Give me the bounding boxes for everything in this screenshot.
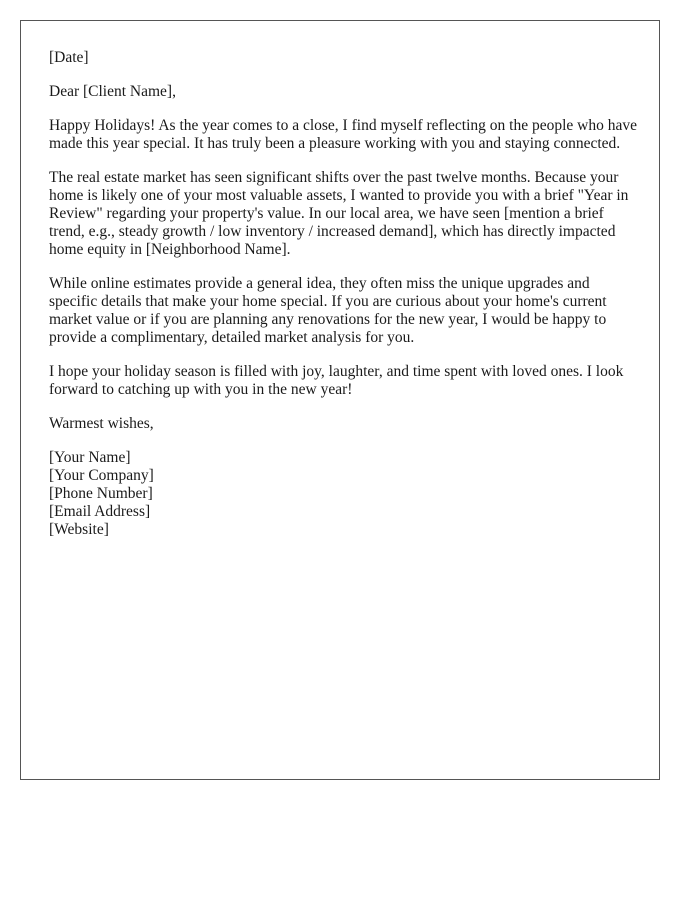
letter-page [20,20,660,780]
letter-paragraph-3: While online estimates provide a general idea, they often miss the unique upgrades and specific details that make your home special. If you are curious about your home's current market value or if you are planning any renovations for the new year, I would be happy to provide a complimentary, detailed market analysis for you. [49,275,607,346]
letter-salutation: Dear [Client Name], [49,83,176,100]
signature-company: [Your Company] [49,467,154,484]
letter-paragraph-2: The real estate market has seen significant shifts over the past twelve months. Because your home is likely one of your most valuable assets, I wanted to provide you with a brief "Year in Review" regarding your property's value. In our local area, we have seen [mention a brief trend, e.g., steady growth / low inventory / increased demand], which has directly impacted home equity in [Neighborhood Name]. [49,169,629,258]
letter-paragraph-4: I hope your holiday season is filled with joy, laughter, and time spent with loved ones. I look forward to catching up with you in the new year! [49,363,624,398]
letter-body [49,49,639,539]
signature-name: [Your Name] [49,449,131,466]
letter-paragraph-1: Happy Holidays! As the year comes to a close, I find myself reflecting on the people who have made this year special. It has truly been a pleasure working with you and staying connected. [49,117,637,152]
letter-date: [Date] [49,49,89,66]
signature-website: [Website] [49,521,109,538]
letter-closing: Warmest wishes, [49,415,154,432]
signature-block [49,449,639,539]
signature-phone: [Phone Number] [49,485,153,502]
signature-email: [Email Address] [49,503,151,520]
